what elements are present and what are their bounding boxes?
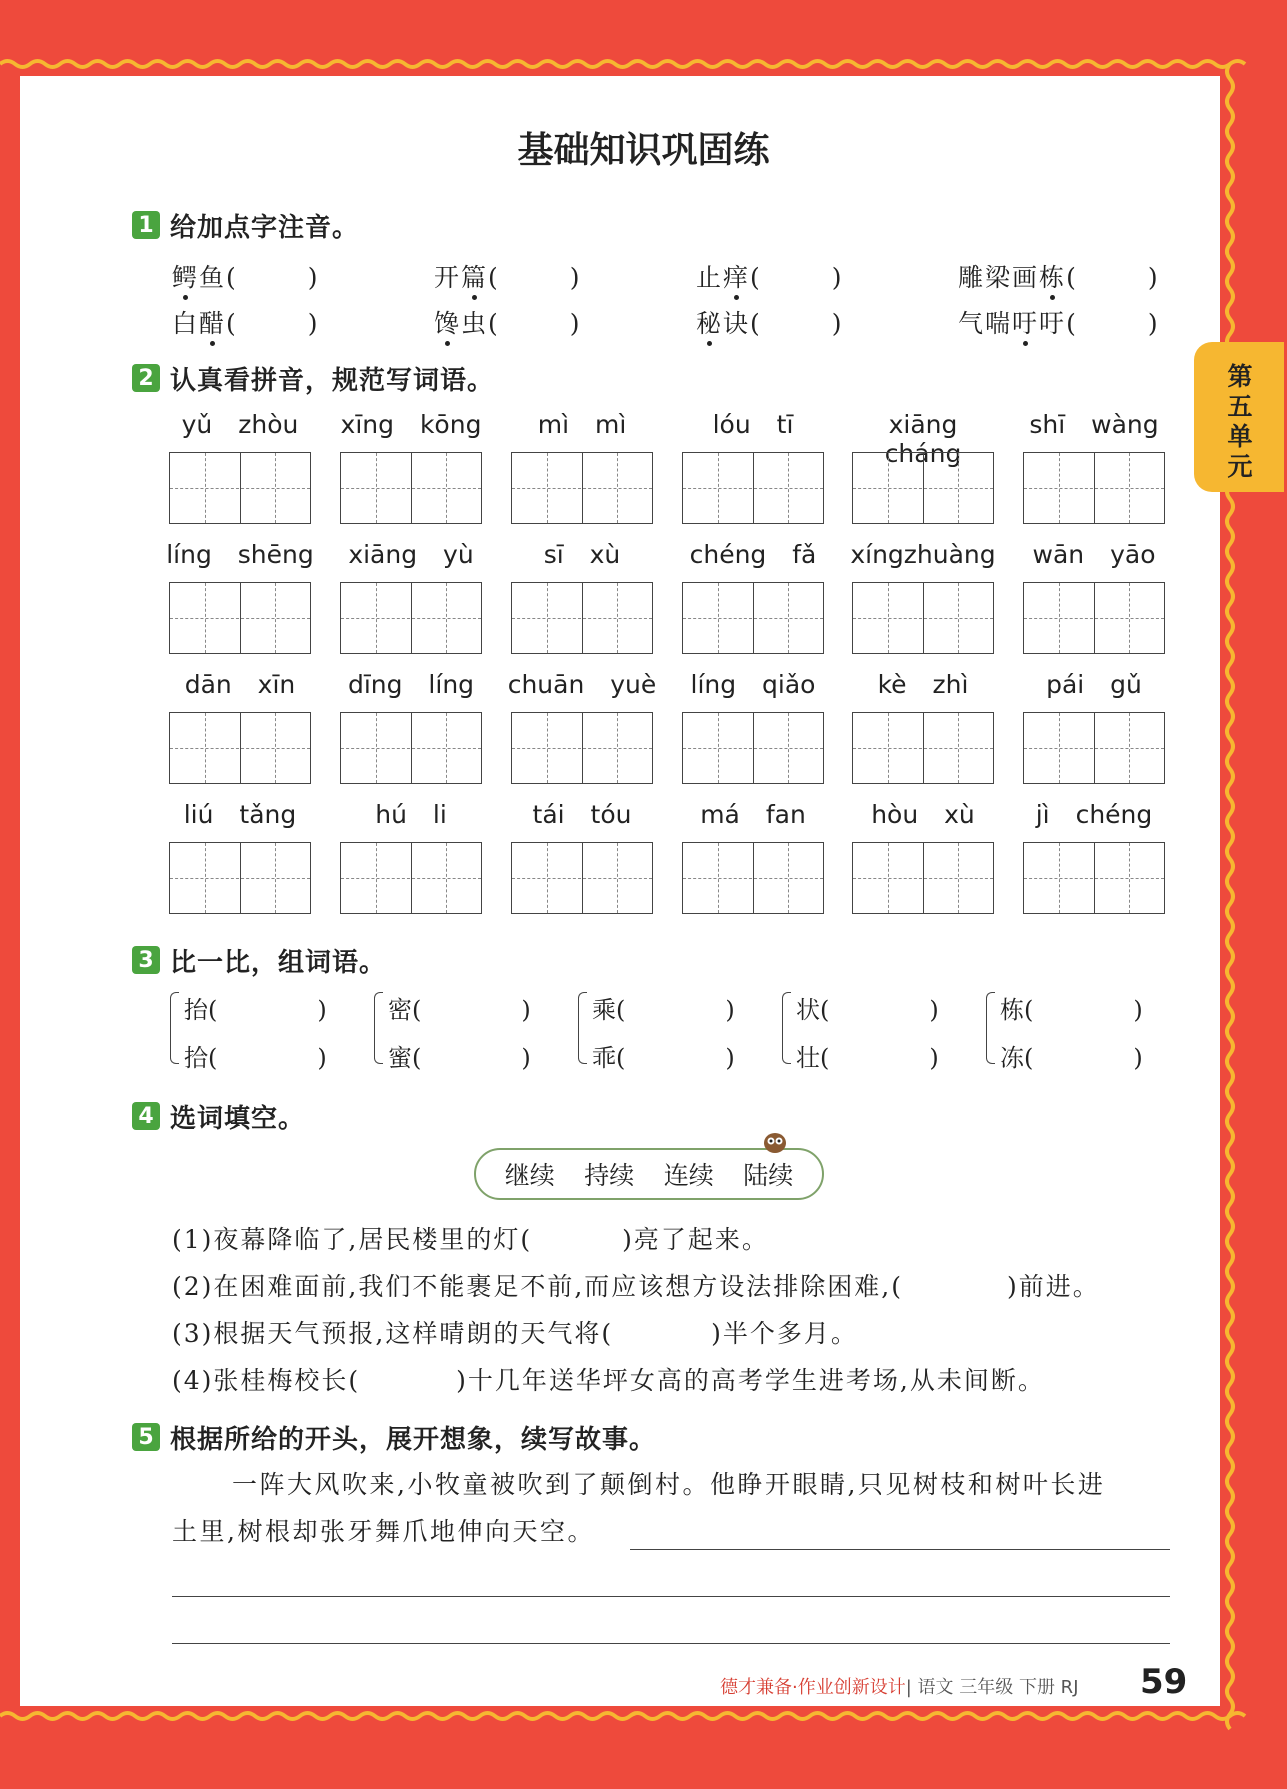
writing-box[interactable] [340, 582, 482, 654]
writing-box[interactable] [682, 582, 824, 654]
writing-box[interactable] [1023, 582, 1165, 654]
pinyin-label: lóu tī [712, 410, 794, 439]
writing-box[interactable] [511, 582, 653, 654]
writing-box[interactable] [1023, 842, 1165, 914]
pair-brace [170, 992, 179, 1064]
q1-item: 白醋( ) [172, 309, 320, 338]
word-bank-item: 陆续 [743, 1161, 794, 1190]
pinyin-label: pái gǔ [1046, 670, 1142, 699]
pinyin-label: liú tǎng [183, 800, 297, 829]
writing-box[interactable] [852, 712, 994, 784]
q1-item: 开篇( ) [434, 263, 582, 292]
q3-prompt: 比一比，组词语。 [170, 947, 387, 978]
pinyin-label: tái tóu [532, 800, 632, 829]
writing-box[interactable] [852, 452, 994, 524]
owl-icon [760, 1128, 790, 1154]
unit-tab [1194, 342, 1284, 492]
word-bank-item: 继续 [504, 1161, 555, 1190]
writing-box[interactable] [169, 712, 311, 784]
pinyin-label: má fan [700, 800, 806, 829]
pair-item: 冻( ) [1000, 1044, 1143, 1072]
q3-header [132, 943, 386, 977]
writing-box[interactable] [169, 582, 311, 654]
q5-prompt: 根据所给的开头，展开想象，续写故事。 [170, 1424, 657, 1455]
pair-item: 状( ) [796, 996, 939, 1024]
writing-box[interactable] [169, 842, 311, 914]
q4-word-bank [474, 1148, 824, 1200]
q2-header [132, 361, 494, 395]
writing-box[interactable] [682, 712, 824, 784]
pair-item: 蜜( ) [388, 1044, 531, 1072]
q1-item: 气喘吁吁( ) [958, 309, 1160, 338]
pinyin-label: chuān yuè [507, 670, 657, 699]
pinyin-label: wān yāo [1032, 540, 1156, 569]
pinyin-label: chéng fǎ [689, 540, 817, 569]
writing-box[interactable] [852, 582, 994, 654]
q5-story-line-2: 土里,树根却张牙舞爪地伸向天空。 [172, 1517, 595, 1546]
pinyin-label: xiāng yù [348, 540, 474, 569]
footer-text [720, 1673, 1079, 1699]
q4-header [132, 1099, 305, 1133]
pinyin-label: líng qiǎo [690, 670, 816, 699]
q1-header [132, 208, 359, 242]
writing-box[interactable] [511, 712, 653, 784]
q4-sentence: (4)张桂梅校长( )十几年送华坪女高的高考学生进考场,从未间断。 [172, 1366, 1045, 1395]
q5-number-badge: 5 [132, 1423, 160, 1451]
writing-box[interactable] [340, 452, 482, 524]
q1-prompt: 给加点字注音。 [170, 212, 360, 243]
writing-box[interactable] [682, 842, 824, 914]
writing-line[interactable] [172, 1643, 1170, 1644]
footer-info: | 语文 三年级 下册 RJ [905, 1677, 1079, 1698]
writing-box[interactable] [340, 712, 482, 784]
pair-brace [986, 992, 995, 1064]
q2-prompt: 认真看拼音，规范写词语。 [170, 365, 495, 396]
page-title: 基础知识巩固练 [517, 130, 770, 171]
writing-box[interactable] [682, 452, 824, 524]
pinyin-label: yǔ zhòu [181, 410, 299, 439]
writing-box[interactable] [511, 842, 653, 914]
q1-number-badge: 1 [132, 211, 160, 239]
pinyin-label: sī xù [543, 540, 621, 569]
word-bank-item: 连续 [663, 1161, 714, 1190]
q1-item: 秘诀( ) [696, 309, 844, 338]
pinyin-label: kè zhì [877, 670, 969, 699]
unit-tab-label: 第五单元 [1227, 362, 1253, 481]
writing-box[interactable] [169, 452, 311, 524]
q5-header [132, 1420, 656, 1454]
pair-item: 拾( ) [184, 1044, 327, 1072]
q2-number-badge: 2 [132, 364, 160, 392]
pinyin-label: shī wàng [1029, 410, 1159, 439]
pinyin-label: xiāng cháng [884, 410, 962, 468]
pair-item: 乖( ) [592, 1044, 735, 1072]
pinyin-label: hú li [375, 800, 447, 829]
pinyin-label: hòu xù [871, 800, 975, 829]
q1-item: 鳄鱼( ) [172, 263, 320, 292]
pair-item: 壮( ) [796, 1044, 939, 1072]
pinyin-label: dān xīn [184, 670, 296, 699]
writing-box[interactable] [1023, 712, 1165, 784]
pair-brace [374, 992, 383, 1064]
pinyin-label: mì mì [537, 410, 627, 439]
writing-box[interactable] [852, 842, 994, 914]
pinyin-label: xíngzhuàng [850, 540, 996, 569]
writing-line[interactable] [172, 1596, 1170, 1597]
pair-item: 栋( ) [1000, 996, 1143, 1024]
pair-brace [578, 992, 587, 1064]
q1-item: 止痒( ) [696, 263, 844, 292]
q4-prompt: 选词填空。 [170, 1103, 306, 1134]
word-bank-item: 持续 [584, 1161, 635, 1190]
page-number: 59 [1140, 1662, 1188, 1702]
pair-item: 乘( ) [592, 996, 735, 1024]
q4-sentence: (1)夜幕降临了,居民楼里的灯( )亮了起来。 [172, 1225, 769, 1254]
pinyin-label: líng shēng [166, 540, 314, 569]
q1-item: 雕梁画栋( ) [958, 263, 1160, 292]
writing-box[interactable] [511, 452, 653, 524]
q4-sentence: (2)在困难面前,我们不能裹足不前,而应该想方设法排除困难,( )前进。 [172, 1272, 1100, 1301]
writing-box[interactable] [1023, 452, 1165, 524]
pair-brace [782, 992, 791, 1064]
writing-line[interactable] [630, 1549, 1170, 1550]
q3-number-badge: 3 [132, 946, 160, 974]
q4-sentence: (3)根据天气预报,这样晴朗的天气将( )半个多月。 [172, 1319, 858, 1348]
q4-number-badge: 4 [132, 1102, 160, 1130]
footer-brand: 德才兼备·作业创新设计 [720, 1677, 906, 1698]
q1-item: 馋虫( ) [434, 309, 582, 338]
pinyin-label: jì chéng [1035, 800, 1153, 829]
writing-box[interactable] [340, 842, 482, 914]
pinyin-label: xīng kōng [340, 410, 482, 439]
q5-story-line-1: 一阵大风吹来,小牧童被吹到了颠倒村。他睁开眼睛,只见树枝和树叶长进 [232, 1470, 1106, 1499]
pair-item: 抬( ) [184, 996, 327, 1024]
pinyin-label: dīng líng [347, 670, 475, 699]
pair-item: 密( ) [388, 996, 531, 1024]
